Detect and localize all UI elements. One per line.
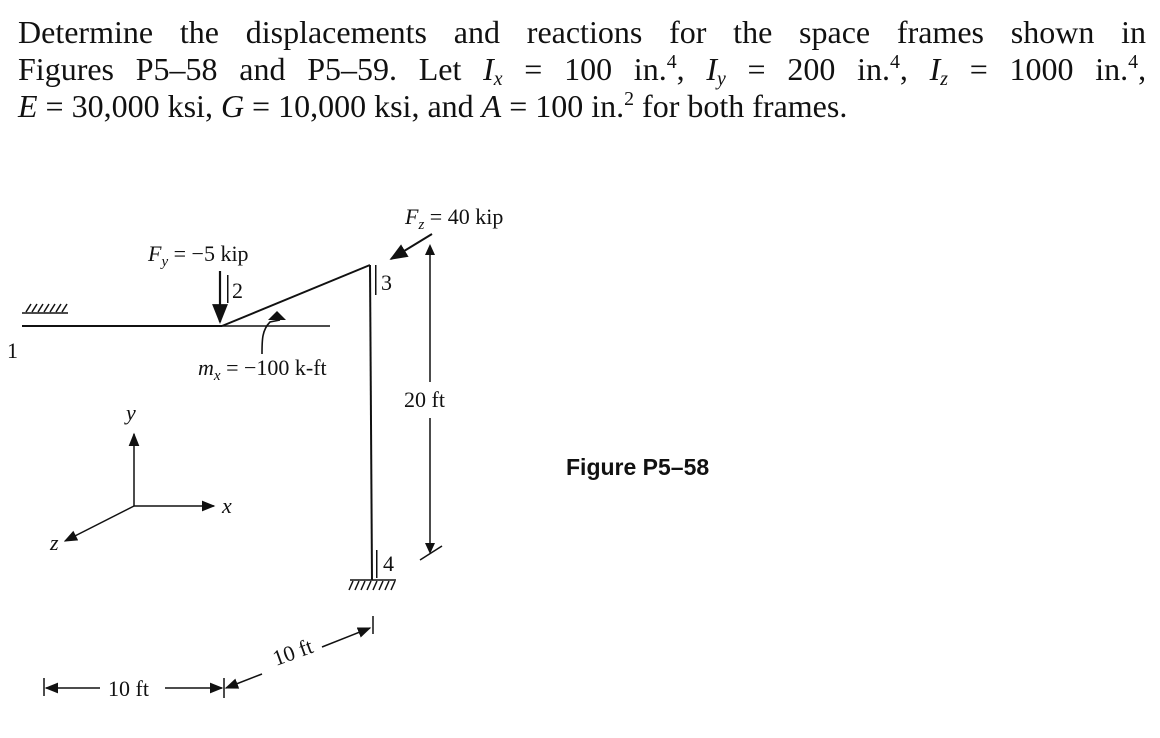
- node-3-tick: [375, 265, 377, 295]
- depth-dim-label: 10 ft: [269, 633, 317, 671]
- node-3-label: 3: [381, 270, 392, 295]
- problem-line-2: Figures P5–58 and P5–59. Let $I_x = 100$ in.$^4$, $I_y = 200$ in.$^4$, $I_z = 1000$ in.$^4$,: [18, 51, 1147, 90]
- node-2-tick: [227, 275, 229, 303]
- a-symbol: A: [481, 88, 502, 124]
- fz-load-arrow: [391, 234, 432, 259]
- ix-exponent: 4: [666, 51, 677, 74]
- fy-load-label: $F_y = -5$ kip: [148, 241, 249, 270]
- iz-exponent: 4: [1128, 51, 1139, 74]
- iz-subscript: z: [940, 67, 948, 90]
- ix-subscript: x: [493, 67, 503, 90]
- left-dim-label: 10 ft: [108, 676, 149, 701]
- iy-subscript: y: [717, 67, 726, 90]
- g-symbol: G: [220, 88, 245, 124]
- axis-x-label: x: [222, 493, 232, 518]
- member-2-3: [222, 265, 370, 326]
- iy-value: = 200 in.: [725, 51, 890, 87]
- axis-z-label: z: [50, 530, 59, 555]
- fixed-support-node1-icon: [22, 304, 68, 313]
- a-value: = 100 in.: [501, 88, 625, 124]
- depth-dim-line-left: [226, 674, 262, 688]
- iz-symbol: I: [929, 51, 941, 87]
- coordinate-axes: [65, 434, 214, 541]
- a-exponent: 2: [624, 88, 635, 111]
- node-2-label: 2: [232, 278, 243, 303]
- problem-text-1: Determine the displacements and reactions for the space frames shown in: [18, 14, 1146, 50]
- iy-exponent: 4: [889, 51, 900, 74]
- mx-moment-arc: [262, 320, 280, 354]
- node-1-label: 1: [7, 338, 18, 363]
- mx-moment-arrowhead: [268, 311, 286, 320]
- e-symbol: E: [18, 88, 38, 124]
- problem-text-3: for both frames.: [634, 88, 848, 124]
- node-4-tick: [376, 550, 378, 578]
- ix-symbol: I: [483, 51, 494, 87]
- height-dim-label: 20 ft: [404, 387, 445, 412]
- figure-caption: Figure P5–58: [566, 454, 710, 480]
- mx-moment-label: $m_x = -100$ k-ft: [198, 355, 327, 384]
- height-dim-arrow-up: [425, 244, 435, 255]
- g-value: = 10,000 ksi, and: [244, 88, 482, 124]
- e-value: = 30,000 ksi,: [37, 88, 221, 124]
- ix-value: = 100 in.: [502, 51, 667, 87]
- fz-load-label: $F_z = 40$ kip: [405, 204, 504, 233]
- member-3-4: [370, 265, 372, 580]
- depth-dim-line-right: [322, 628, 370, 647]
- height-dim-arrow-down: [425, 543, 435, 554]
- iz-value: = 1000 in.: [948, 51, 1129, 87]
- node-4-label: 4: [383, 551, 394, 576]
- fixed-support-node4-icon: [349, 580, 396, 590]
- problem-text-2: Figures P5–58 and P5–59. Let: [18, 51, 484, 87]
- iy-symbol: I: [706, 51, 718, 87]
- axis-y-label: y: [126, 400, 136, 425]
